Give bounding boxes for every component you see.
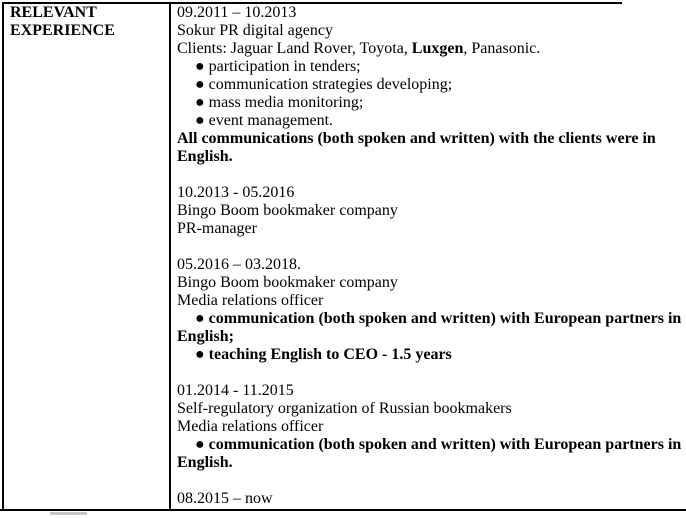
- position-title: PR-manager: [177, 220, 257, 237]
- section-header-cell: [10, 4, 160, 40]
- bullet-item: ● mass media monitoring;: [195, 94, 364, 111]
- bullet-item: ● communication strategies developing;: [195, 76, 453, 93]
- date-range: 10.2013 - 05.2016: [177, 184, 295, 201]
- position-title: Media relations officer: [177, 418, 324, 435]
- table-border-left: [2, 2, 4, 510]
- date-range: 08.2015 – now: [177, 490, 273, 507]
- bullet-item: ● event management.: [195, 112, 334, 129]
- bullet-item: ● communication (both spoken and written) with European partners in English;: [177, 310, 682, 345]
- date-range: 05.2016 – 03.2018.: [177, 256, 301, 273]
- bullet-item: ● communication (both spoken and written) with European partners in English.: [177, 436, 682, 471]
- position-title: Media relations officer: [177, 292, 324, 309]
- experience-content-cell: [177, 4, 686, 508]
- spacer: [177, 364, 686, 382]
- clients-line: [177, 40, 686, 58]
- bullet-item: ● participation in tenders;: [195, 58, 361, 75]
- company-name: Bingo Boom bookmaker company: [177, 274, 398, 291]
- text-segment: Clients: Jaguar Land Rover, Toyota,: [177, 40, 412, 57]
- spacer: [177, 472, 686, 490]
- bullet-item: ● teaching English to CEO - 1.5 years: [195, 346, 452, 363]
- text-segment: , Panasonic.: [463, 40, 541, 57]
- date-range: 09.2011 – 10.2013: [177, 4, 297, 21]
- company-name: Sokur PR digital agency: [177, 22, 333, 39]
- spacer: [177, 166, 686, 184]
- spacer: [177, 238, 686, 256]
- section-header-label: RELEVANT EXPERIENCE: [10, 4, 115, 39]
- table-resize-handle-artifact: [50, 512, 87, 515]
- company-name: Bingo Boom bookmaker company: [177, 202, 398, 219]
- table-column-divider: [169, 2, 171, 510]
- company-name: Self-regulatory organization of Russian bookmakers: [177, 400, 512, 417]
- note-line: All communications (both spoken and written) with the clients were in English.: [177, 130, 656, 165]
- date-range: 01.2014 - 11.2015: [177, 382, 294, 399]
- table-border-bottom: [0, 509, 686, 511]
- emphasized-text: Luxgen: [411, 40, 464, 57]
